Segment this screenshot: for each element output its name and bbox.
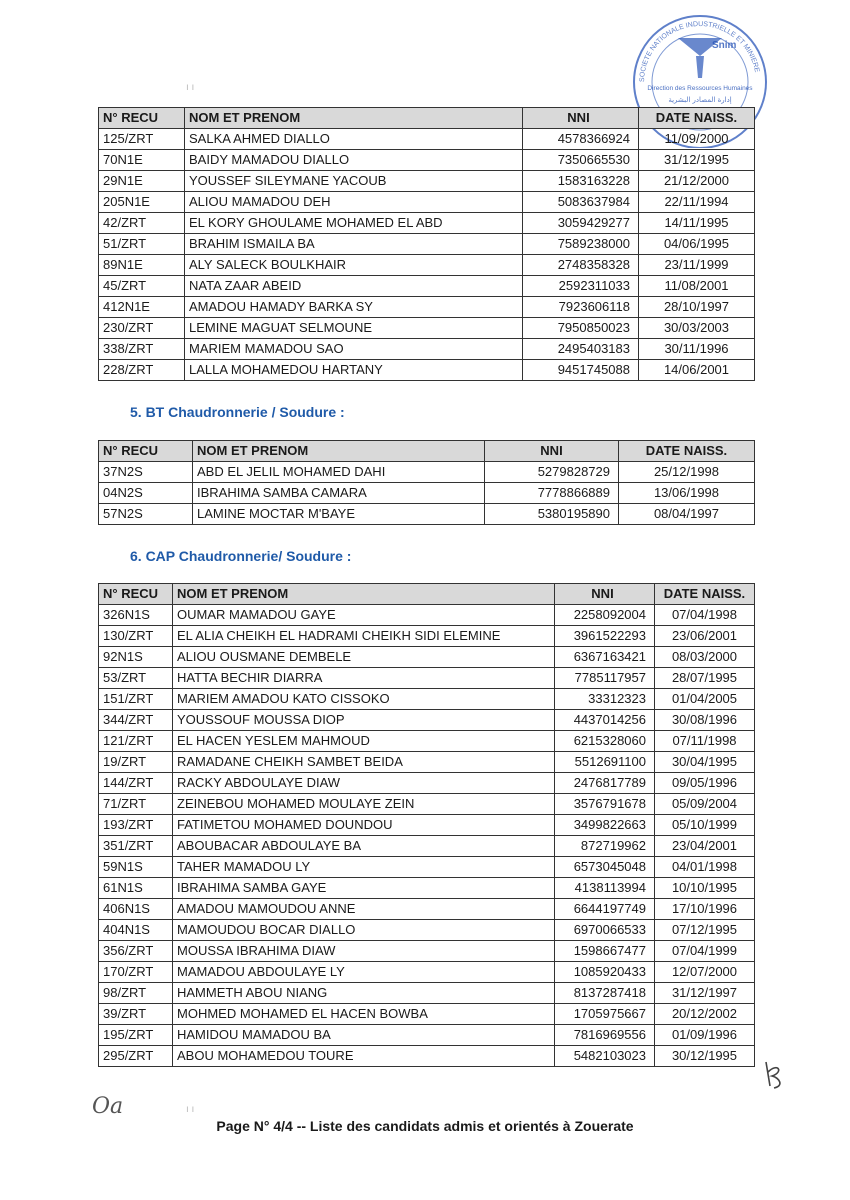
cell-nni: 6215328060 (555, 731, 655, 752)
cell-nom: FATIMETOU MOHAMED DOUNDOU (173, 815, 555, 836)
cell-recu: 344/ZRT (99, 710, 173, 731)
handwritten-initials: Oa (92, 1094, 124, 1119)
cell-nom: RAMADANE CHEIKH SAMBET BEIDA (173, 752, 555, 773)
cell-nom: EL ALIA CHEIKH EL HADRAMI CHEIKH SIDI ELEMINE (173, 626, 555, 647)
cell-date: 05/10/1999 (655, 815, 755, 836)
cell-nni: 3499822663 (555, 815, 655, 836)
cell-nni: 2592311033 (523, 276, 639, 297)
cell-nom: AMADOU MAMOUDOU ANNE (173, 899, 555, 920)
cell-recu: 71/ZRT (99, 794, 173, 815)
cell-recu: 29N1E (99, 171, 185, 192)
header-date: DATE NAISS. (619, 441, 755, 462)
cell-date: 11/08/2001 (639, 276, 755, 297)
cell-recu: 144/ZRT (99, 773, 173, 794)
candidates-table-1 (98, 107, 755, 381)
table-row (99, 605, 755, 626)
cell-recu: 37N2S (99, 462, 193, 483)
table-row (99, 731, 755, 752)
cell-nom: ABOU MOHAMEDOU TOURE (173, 1046, 555, 1067)
cell-nom: MARIEM MAMADOU SAO (185, 339, 523, 360)
header-nni: NNI (485, 441, 619, 462)
cell-nni: 3059429277 (523, 213, 639, 234)
cell-date: 07/04/1998 (655, 605, 755, 626)
table-row (99, 318, 755, 339)
cell-date: 30/11/1996 (639, 339, 755, 360)
table-row (99, 462, 755, 483)
cell-date: 08/04/1997 (619, 504, 755, 525)
cell-nni: 6644197749 (555, 899, 655, 920)
cell-recu: 125/ZRT (99, 129, 185, 150)
cell-date: 14/06/2001 (639, 360, 755, 381)
cell-recu: 295/ZRT (99, 1046, 173, 1067)
table-header-row (99, 584, 755, 605)
cell-date: 11/09/2000 (639, 129, 755, 150)
cell-nom: MOHMED MOHAMED EL HACEN BOWBA (173, 1004, 555, 1025)
cell-nom: EL KORY GHOULAME MOHAMED EL ABD (185, 213, 523, 234)
cell-nni: 2476817789 (555, 773, 655, 794)
table-row (99, 752, 755, 773)
cell-nni: 4578366924 (523, 129, 639, 150)
cell-nom: NATA ZAAR ABEID (185, 276, 523, 297)
cell-nom: MAMADOU ABDOULAYE LY (173, 962, 555, 983)
cell-date: 30/03/2003 (639, 318, 755, 339)
cell-recu: 89N1E (99, 255, 185, 276)
cell-nni: 4437014256 (555, 710, 655, 731)
cell-nom: HAMIDOU MAMADOU BA (173, 1025, 555, 1046)
cell-nom: ALY SALECK BOULKHAIR (185, 255, 523, 276)
cell-nom: IBRAHIMA SAMBA GAYE (173, 878, 555, 899)
cell-recu: 130/ZRT (99, 626, 173, 647)
table-row (99, 213, 755, 234)
page-footer: Page N° 4/4 -- Liste des candidats admis et orientés à Zouerate (216, 1118, 634, 1134)
cell-recu: 356/ZRT (99, 941, 173, 962)
table-row (99, 234, 755, 255)
table-row (99, 483, 755, 504)
cell-nom: YOUSSEF SILEYMANE YACOUB (185, 171, 523, 192)
cell-nom: TAHER MAMADOU LY (173, 857, 555, 878)
section-6-title: 6. CAP Chaudronnerie/ Soudure : (130, 548, 352, 564)
cell-recu: 92N1S (99, 647, 173, 668)
cell-date: 13/06/1998 (619, 483, 755, 504)
table-row (99, 794, 755, 815)
cell-nni: 1583163228 (523, 171, 639, 192)
header-recu: N° RECU (99, 441, 193, 462)
cell-nni: 7589238000 (523, 234, 639, 255)
header-date: DATE NAISS. (639, 108, 755, 129)
cell-nom: LAMINE MOCTAR M'BAYE (193, 504, 485, 525)
cell-date: 31/12/1995 (639, 150, 755, 171)
cell-date: 28/10/1997 (639, 297, 755, 318)
cell-nom: ALIOU MAMADOU DEH (185, 192, 523, 213)
table-row (99, 276, 755, 297)
cell-nom: SALKA AHMED DIALLO (185, 129, 523, 150)
table-row (99, 710, 755, 731)
cell-recu: 412N1E (99, 297, 185, 318)
cell-nom: IBRAHIMA SAMBA CAMARA (193, 483, 485, 504)
cell-date: 01/04/2005 (655, 689, 755, 710)
table-row (99, 962, 755, 983)
cell-nni: 5380195890 (485, 504, 619, 525)
cell-recu: 151/ZRT (99, 689, 173, 710)
cell-nni: 2748358328 (523, 255, 639, 276)
table-row (99, 171, 755, 192)
table-row (99, 983, 755, 1004)
cell-nom: HAMMETH ABOU NIANG (173, 983, 555, 1004)
cell-nni: 1598667477 (555, 941, 655, 962)
header-nni: NNI (555, 584, 655, 605)
stamp-line-2: إدارة المصادر البشرية (668, 96, 732, 104)
cell-recu: 193/ZRT (99, 815, 173, 836)
cell-date: 10/10/1995 (655, 878, 755, 899)
stamp-logo-text: Snim (712, 40, 737, 51)
cell-nni: 7350665530 (523, 150, 639, 171)
cell-nom: MAMOUDOU BOCAR DIALLO (173, 920, 555, 941)
table-row (99, 1025, 755, 1046)
cell-recu: 228/ZRT (99, 360, 185, 381)
table-row (99, 941, 755, 962)
cell-date: 04/01/1998 (655, 857, 755, 878)
table-row (99, 255, 755, 276)
cell-date: 07/04/1999 (655, 941, 755, 962)
cell-recu: 51/ZRT (99, 234, 185, 255)
cell-date: 07/11/1998 (655, 731, 755, 752)
cell-date: 08/03/2000 (655, 647, 755, 668)
cell-date: 20/12/2002 (655, 1004, 755, 1025)
table-row (99, 815, 755, 836)
cell-recu: 61N1S (99, 878, 173, 899)
cell-recu: 70N1E (99, 150, 185, 171)
cell-recu: 04N2S (99, 483, 193, 504)
stamp-ring-text: SOCIETE NATIONALE INDUSTRIELLE ET MINIERE (638, 20, 761, 83)
cell-recu: 19/ZRT (99, 752, 173, 773)
table-row (99, 668, 755, 689)
header-nom: NOM ET PRENOM (185, 108, 523, 129)
cell-nni: 7778866889 (485, 483, 619, 504)
cell-date: 04/06/1995 (639, 234, 755, 255)
cell-date: 25/12/1998 (619, 462, 755, 483)
candidates-table-cap (98, 583, 755, 1067)
table-row (99, 1004, 755, 1025)
cell-recu: 351/ZRT (99, 836, 173, 857)
cell-recu: 170/ZRT (99, 962, 173, 983)
table-row (99, 297, 755, 318)
table-row (99, 899, 755, 920)
section-5-title: 5. BT Chaudronnerie / Soudure : (130, 404, 345, 420)
header-recu: N° RECU (99, 108, 185, 129)
cell-recu: 404N1S (99, 920, 173, 941)
cell-nni: 1085920433 (555, 962, 655, 983)
table-row (99, 920, 755, 941)
cell-recu: 326N1S (99, 605, 173, 626)
cell-date: 07/12/1995 (655, 920, 755, 941)
cell-nom: EL HACEN YESLEM MAHMOUD (173, 731, 555, 752)
cell-date: 01/09/1996 (655, 1025, 755, 1046)
cell-nni: 9451745088 (523, 360, 639, 381)
cell-nni: 4138113994 (555, 878, 655, 899)
cell-date: 23/06/2001 (655, 626, 755, 647)
table-row (99, 878, 755, 899)
cell-recu: 45/ZRT (99, 276, 185, 297)
cell-nni: 1705975667 (555, 1004, 655, 1025)
handwritten-signature (760, 1058, 788, 1092)
cell-recu: 406N1S (99, 899, 173, 920)
table-row (99, 647, 755, 668)
cell-nom: LALLA MOHAMEDOU HARTANY (185, 360, 523, 381)
header-nom: NOM ET PRENOM (173, 584, 555, 605)
candidates-table-bt (98, 440, 755, 525)
table-row (99, 339, 755, 360)
table-row (99, 192, 755, 213)
table-row (99, 504, 755, 525)
cell-nni: 5482103023 (555, 1046, 655, 1067)
cell-nni: 5512691100 (555, 752, 655, 773)
cell-nni: 33312323 (555, 689, 655, 710)
cell-recu: 98/ZRT (99, 983, 173, 1004)
cell-date: 09/05/1996 (655, 773, 755, 794)
cell-recu: 195/ZRT (99, 1025, 173, 1046)
scan-mark: ı ı (186, 1104, 195, 1115)
cell-nni: 6573045048 (555, 857, 655, 878)
table-row (99, 857, 755, 878)
cell-nni: 5279828729 (485, 462, 619, 483)
cell-date: 17/10/1996 (655, 899, 755, 920)
cell-nni: 2258092004 (555, 605, 655, 626)
cell-nom: OUMAR MAMADOU GAYE (173, 605, 555, 626)
cell-nom: MARIEM AMADOU KATO CISSOKO (173, 689, 555, 710)
table-row (99, 129, 755, 150)
table-row (99, 360, 755, 381)
cell-date: 12/07/2000 (655, 962, 755, 983)
cell-recu: 205N1E (99, 192, 185, 213)
cell-date: 14/11/1995 (639, 213, 755, 234)
cell-nom: BAIDY MAMADOU DIALLO (185, 150, 523, 171)
cell-recu: 230/ZRT (99, 318, 185, 339)
header-nni: NNI (523, 108, 639, 129)
table-header-row (99, 108, 755, 129)
cell-nni: 7950850023 (523, 318, 639, 339)
cell-nom: ABD EL JELIL MOHAMED DAHI (193, 462, 485, 483)
cell-nom: YOUSSOUF MOUSSA DIOP (173, 710, 555, 731)
cell-date: 30/04/1995 (655, 752, 755, 773)
cell-nni: 2495403183 (523, 339, 639, 360)
cell-nni: 872719962 (555, 836, 655, 857)
cell-recu: 57N2S (99, 504, 193, 525)
cell-nni: 8137287418 (555, 983, 655, 1004)
table-row (99, 150, 755, 171)
cell-date: 05/09/2004 (655, 794, 755, 815)
header-date: DATE NAISS. (655, 584, 755, 605)
table-row (99, 1046, 755, 1067)
table-row (99, 626, 755, 647)
table-row (99, 773, 755, 794)
header-nom: NOM ET PRENOM (193, 441, 485, 462)
cell-nom: RACKY ABDOULAYE DIAW (173, 773, 555, 794)
cell-nni: 7923606118 (523, 297, 639, 318)
cell-recu: 121/ZRT (99, 731, 173, 752)
cell-date: 28/07/1995 (655, 668, 755, 689)
cell-nni: 6970066533 (555, 920, 655, 941)
cell-date: 23/04/2001 (655, 836, 755, 857)
cell-nni: 6367163421 (555, 647, 655, 668)
header-recu: N° RECU (99, 584, 173, 605)
cell-nni: 7785117957 (555, 668, 655, 689)
cell-date: 23/11/1999 (639, 255, 755, 276)
cell-nni: 5083637984 (523, 192, 639, 213)
cell-nom: LEMINE MAGUAT SELMOUNE (185, 318, 523, 339)
cell-date: 31/12/1997 (655, 983, 755, 1004)
cell-nni: 7816969556 (555, 1025, 655, 1046)
cell-nom: BRAHIM ISMAILA BA (185, 234, 523, 255)
cell-nom: ALIOU OUSMANE DEMBELE (173, 647, 555, 668)
cell-nom: AMADOU HAMADY BARKA SY (185, 297, 523, 318)
cell-recu: 42/ZRT (99, 213, 185, 234)
cell-recu: 338/ZRT (99, 339, 185, 360)
cell-date: 21/12/2000 (639, 171, 755, 192)
cell-nom: ABOUBACAR ABDOULAYE BA (173, 836, 555, 857)
table-row (99, 689, 755, 710)
cell-date: 30/12/1995 (655, 1046, 755, 1067)
cell-nom: HATTA BECHIR DIARRA (173, 668, 555, 689)
scan-mark: ı ı (186, 82, 195, 93)
cell-nom: MOUSSA IBRAHIMA DIAW (173, 941, 555, 962)
stamp-line-1: Direction des Ressources Humaines (647, 85, 753, 92)
cell-nni: 3961522293 (555, 626, 655, 647)
cell-recu: 53/ZRT (99, 668, 173, 689)
cell-nom: ZEINEBOU MOHAMED MOULAYE ZEIN (173, 794, 555, 815)
cell-date: 22/11/1994 (639, 192, 755, 213)
cell-nni: 3576791678 (555, 794, 655, 815)
table-header-row (99, 441, 755, 462)
cell-date: 30/08/1996 (655, 710, 755, 731)
cell-recu: 39/ZRT (99, 1004, 173, 1025)
table-row (99, 836, 755, 857)
cell-recu: 59N1S (99, 857, 173, 878)
